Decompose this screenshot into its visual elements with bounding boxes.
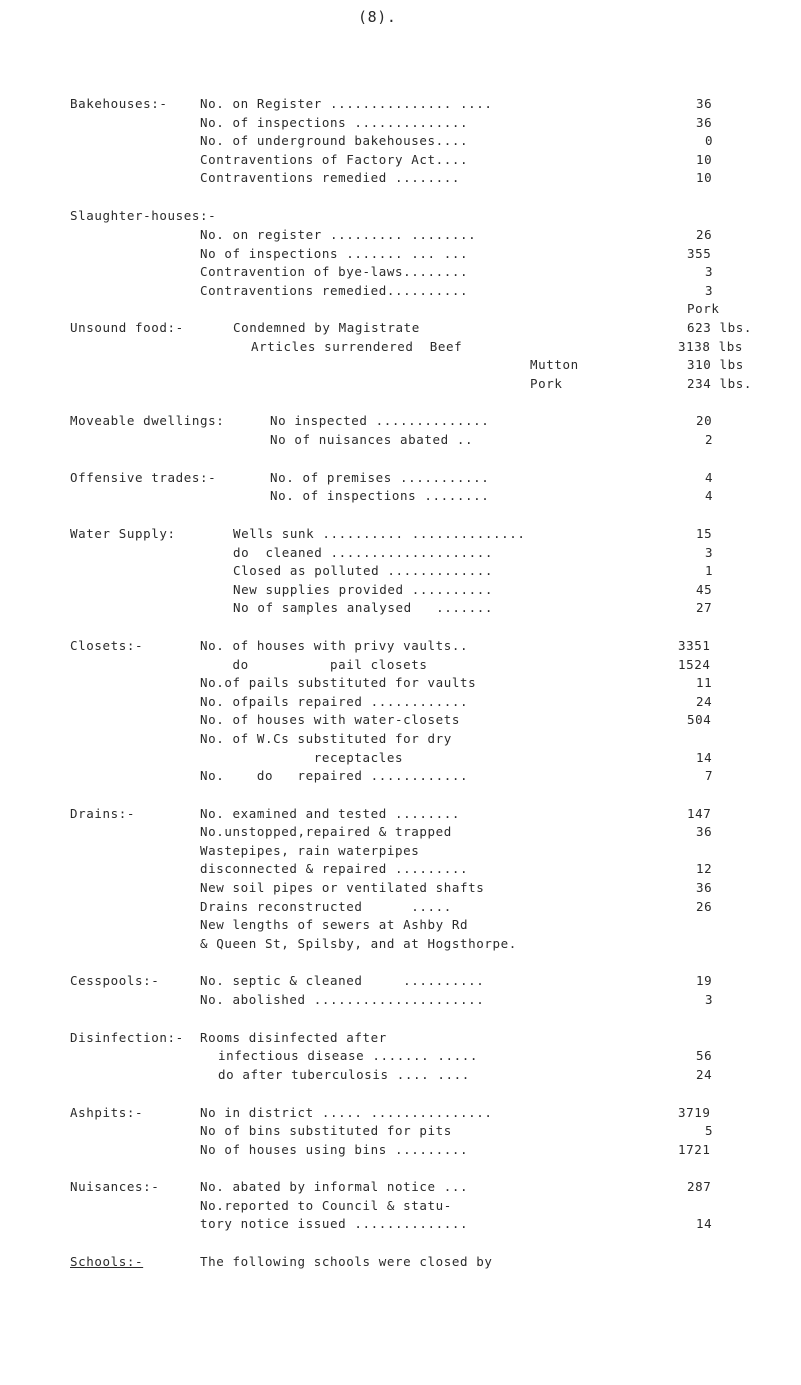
entry-value: 310 lbs <box>687 357 744 372</box>
entry-row <box>0 692 713 711</box>
entry-text: Contravention of bye-laws........ <box>200 264 469 279</box>
entry-value: 1721 <box>678 1142 711 1157</box>
section-heading: Cesspools:- <box>70 973 160 988</box>
entry-value: 36 <box>696 824 713 839</box>
entry-text: No of houses using bins ......... <box>200 1142 469 1157</box>
entry-value: 7 <box>705 768 714 783</box>
entry-row <box>0 915 469 934</box>
entry-text: No.reported to Council & statu- <box>200 1198 452 1213</box>
entry-text: No. of W.Cs substituted for dry <box>200 731 452 746</box>
section-water-supply <box>0 524 713 543</box>
section-unsound-food <box>0 318 753 337</box>
entry-value: 36 <box>696 96 713 111</box>
entry-value: 27 <box>696 600 713 615</box>
entry-text: No. ofpails repaired ............ <box>200 694 469 709</box>
entry-text: Mutton <box>530 357 579 372</box>
entry-row <box>0 244 712 263</box>
entry-row <box>0 1196 452 1215</box>
entry-text: Closed as polluted ............. <box>233 563 494 578</box>
section-heading: Offensive trades:- <box>70 470 217 485</box>
entry-value: 504 <box>687 712 712 727</box>
entry-value: 12 <box>696 861 713 876</box>
entry-row <box>0 374 753 393</box>
section-drains <box>0 804 712 823</box>
entry-value: 3138 lbs <box>678 339 744 354</box>
entry-value: 2 <box>705 432 714 447</box>
entry-value: 0 <box>705 133 714 148</box>
entry-text: do cleaned .................... <box>233 545 494 560</box>
entry-row <box>0 1214 713 1233</box>
entry-row <box>0 598 713 617</box>
entry-text: New lengths of sewers at Ashby Rd <box>200 917 469 932</box>
section-heading: Nuisances:- <box>70 1179 160 1194</box>
entry-value: 3719 <box>678 1105 711 1120</box>
entry-text: tory notice issued .............. <box>200 1216 469 1231</box>
entry-row <box>0 1140 711 1159</box>
entry-text: No. of inspections .............. <box>200 115 469 130</box>
entry-text: do pail closets <box>200 657 428 672</box>
entry-text: No. abolished ..................... <box>200 992 485 1007</box>
entry-row <box>0 113 713 132</box>
entry-text: No. of underground bakehouses.... <box>200 133 469 148</box>
entry-value: 5 <box>705 1123 714 1138</box>
entry-value: 3351 <box>678 638 711 653</box>
section-cesspools <box>0 971 713 990</box>
section-heading: Drains:- <box>70 806 136 821</box>
entry-text: Contraventions of Factory Act.... <box>200 152 469 167</box>
entry-value: 3 <box>705 992 714 1007</box>
entry-row <box>0 934 517 953</box>
entry-row <box>0 262 714 281</box>
entry-value: 147 <box>687 806 712 821</box>
entry-text: No. on register ......... ........ <box>200 227 477 242</box>
entry-value: 623 lbs. <box>687 320 753 335</box>
entry-value: 14 <box>696 750 713 765</box>
entry-value: 14 <box>696 1216 713 1231</box>
section-schools <box>0 1252 493 1271</box>
entry-row <box>0 486 714 505</box>
entry-value: 234 lbs. <box>687 376 753 391</box>
section-offensive-trades <box>0 468 714 487</box>
entry-value: 26 <box>696 227 713 242</box>
entry-text: Contraventions remedied.......... <box>200 283 469 298</box>
entry-text: Condemned by Magistrate <box>233 320 420 335</box>
entry-row <box>0 561 714 580</box>
entry-row <box>0 859 713 878</box>
entry-text: The following schools were closed by <box>200 1254 493 1269</box>
entry-value: 24 <box>696 1067 713 1082</box>
entry-row <box>0 822 713 841</box>
entry-text: receptacles <box>200 750 404 765</box>
page-number: (8). <box>358 8 397 26</box>
section-nuisances <box>0 1177 712 1196</box>
entry-text: Wells sunk .......... .............. <box>233 526 526 541</box>
entry-text: New soil pipes or ventilated shafts <box>200 880 485 895</box>
entry-row <box>0 355 744 374</box>
entry-row <box>0 225 713 244</box>
section-heading: Unsound food:- <box>70 320 184 335</box>
entry-text: No.unstopped,repaired & trapped <box>200 824 452 839</box>
entry-text: No. of houses with privy vaults.. <box>200 638 469 653</box>
section-slaughter-houses <box>0 206 217 225</box>
entry-value: 3 <box>705 283 714 298</box>
entry-row <box>0 131 714 150</box>
entry-row <box>0 841 420 860</box>
entry-text: disconnected & repaired ......... <box>200 861 469 876</box>
entry-row <box>0 299 720 318</box>
section-heading: Slaughter-houses:- <box>70 208 217 223</box>
entry-row <box>0 281 714 300</box>
entry-value: 3 <box>705 264 714 279</box>
entry-text: No. of inspections ........ <box>270 488 490 503</box>
section-heading: Closets:- <box>70 638 144 653</box>
entry-value: 56 <box>696 1048 713 1063</box>
entry-text: Contraventions remedied ........ <box>200 170 461 185</box>
entry-text: Wastepipes, rain waterpipes <box>200 843 420 858</box>
entry-text: No of inspections ....... ... ... <box>200 246 469 261</box>
entry-text: No in district ..... ............... <box>200 1105 493 1120</box>
entry-text: do after tuberculosis .... .... <box>218 1067 470 1082</box>
entry-row <box>0 1065 713 1084</box>
entry-value: 3 <box>705 545 714 560</box>
entry-row <box>0 655 711 674</box>
section-heading: Ashpits:- <box>70 1105 144 1120</box>
entry-text: Pork <box>530 376 563 391</box>
section-ashpits <box>0 1103 711 1122</box>
entry-value: 10 <box>696 152 713 167</box>
entry-text: No of nuisances abated .. <box>270 432 474 447</box>
entry-text: No. do repaired ............ <box>200 768 469 783</box>
entry-text: New supplies provided .......... <box>233 582 494 597</box>
entry-row <box>0 729 452 748</box>
entry-value: Pork <box>687 301 720 316</box>
entry-text: No of bins substituted for pits <box>200 1123 452 1138</box>
section-closets <box>0 636 711 655</box>
section-heading: Water Supply: <box>70 526 176 541</box>
entry-text: No of samples analysed ....... <box>233 600 494 615</box>
entry-value: 36 <box>696 880 713 895</box>
entry-value: 15 <box>696 526 713 541</box>
entry-row <box>0 897 713 916</box>
entry-row <box>0 878 713 897</box>
entry-row <box>0 1121 714 1140</box>
entry-text: No. on Register ............... .... <box>200 96 493 111</box>
entry-text: No inspected .............. <box>270 413 490 428</box>
entry-value: 24 <box>696 694 713 709</box>
entry-row <box>0 543 714 562</box>
entry-text: Drains reconstructed ..... <box>200 899 452 914</box>
entry-row <box>0 1046 713 1065</box>
section-bakehouses <box>0 94 713 113</box>
entry-row <box>0 748 713 767</box>
entry-value: 19 <box>696 973 713 988</box>
entry-row <box>0 766 714 785</box>
entry-value: 1524 <box>678 657 711 672</box>
entry-text: Rooms disinfected after <box>200 1030 387 1045</box>
entry-value: 287 <box>687 1179 712 1194</box>
section-moveable-dwellings <box>0 411 713 430</box>
entry-value: 1 <box>705 563 714 578</box>
entry-row <box>0 337 744 356</box>
entry-row <box>0 673 713 692</box>
entry-row <box>0 168 713 187</box>
entry-text: Articles surrendered Beef <box>251 339 463 354</box>
entry-text: & Queen St, Spilsby, and at Hogsthorpe. <box>200 936 517 951</box>
entry-text: No. of houses with water-closets <box>200 712 461 727</box>
entry-text: No. examined and tested ........ <box>200 806 461 821</box>
entry-value: 4 <box>705 488 714 503</box>
entry-value: 20 <box>696 413 713 428</box>
entry-value: 355 <box>687 246 712 261</box>
entry-row <box>0 150 713 169</box>
section-heading: Bakehouses:- <box>70 96 168 111</box>
entry-value: 10 <box>696 170 713 185</box>
entry-value: 11 <box>696 675 713 690</box>
section-disinfection <box>0 1028 387 1047</box>
section-heading: Moveable dwellings: <box>70 413 225 428</box>
entry-text: No. abated by informal notice ... <box>200 1179 469 1194</box>
entry-text: No. of premises ........... <box>270 470 490 485</box>
section-heading: Schools:- <box>70 1254 144 1269</box>
entry-value: 36 <box>696 115 713 130</box>
entry-text: infectious disease ....... ..... <box>218 1048 479 1063</box>
entry-row <box>0 710 712 729</box>
entry-text: No.of pails substituted for vaults <box>200 675 477 690</box>
entry-value: 26 <box>696 899 713 914</box>
entry-row <box>0 990 714 1009</box>
entry-row <box>0 430 714 449</box>
entry-row <box>0 580 713 599</box>
entry-value: 45 <box>696 582 713 597</box>
entry-text: No. septic & cleaned .......... <box>200 973 485 988</box>
section-heading: Disinfection:- <box>70 1030 184 1045</box>
entry-value: 4 <box>705 470 714 485</box>
